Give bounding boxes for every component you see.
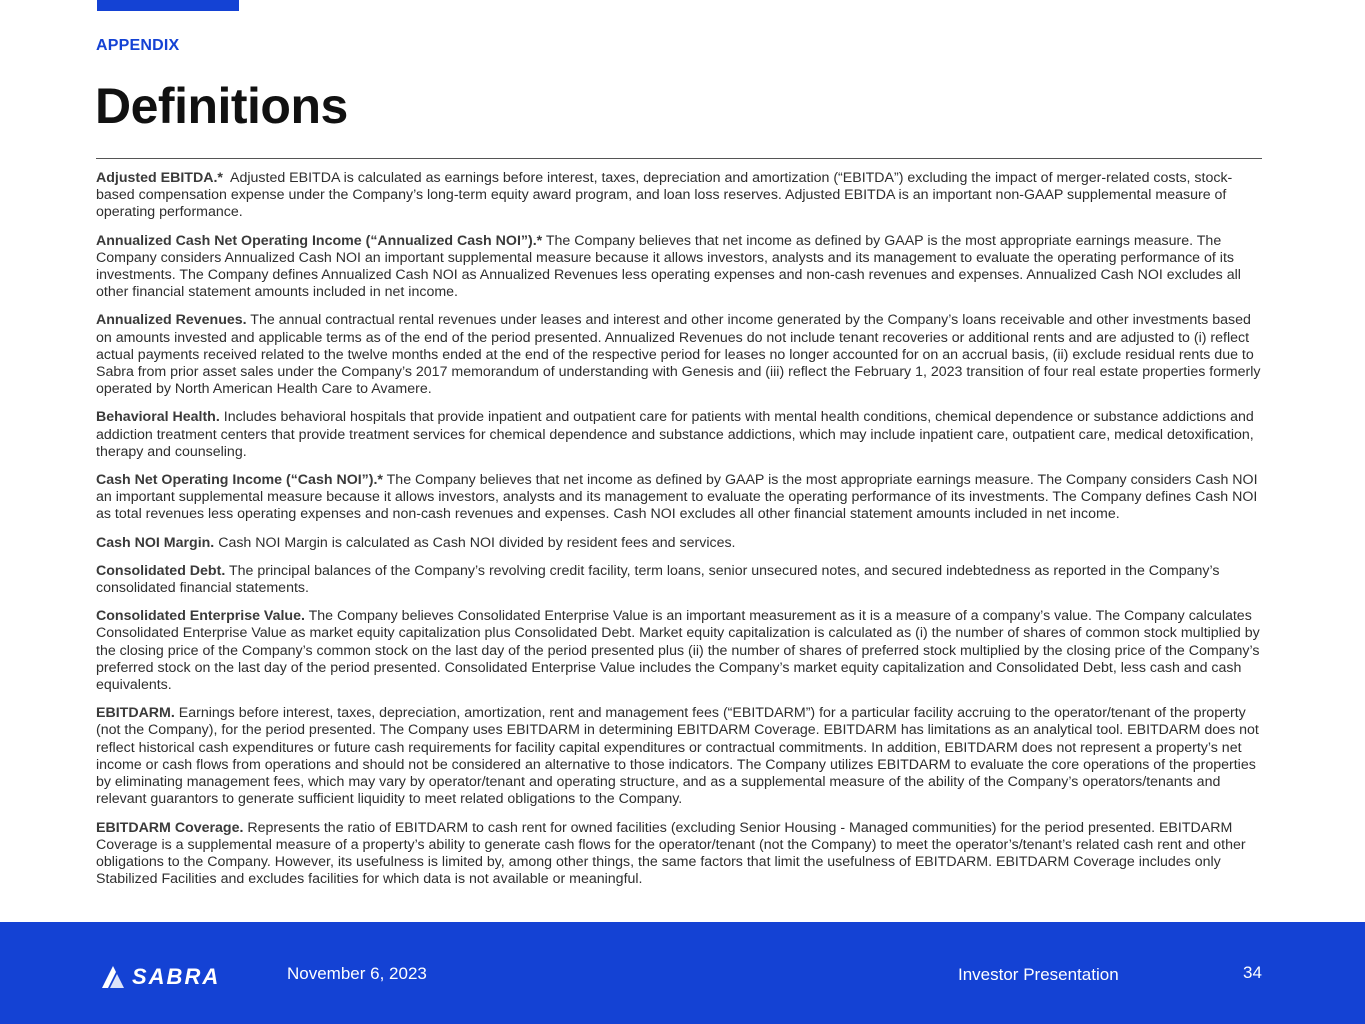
definition-adjusted-ebitda <box>96 170 1264 222</box>
definition-term: Cash Net Operating Income (“Cash NOI”).* <box>96 472 383 489</box>
definitions-list <box>96 170 1264 899</box>
footer-bar <box>0 922 1365 1024</box>
sabra-logo-text: SABRA <box>132 964 221 989</box>
sabra-logo <box>100 962 220 992</box>
page-number: 34 <box>1243 963 1262 982</box>
section-label: APPENDIX <box>96 37 180 54</box>
definition-term: Adjusted EBITDA.* <box>96 170 223 186</box>
definition-term: Consolidated Enterprise Value. <box>96 608 305 625</box>
definition-annualized-revenues <box>96 312 1264 398</box>
definition-text: Earnings before interest, taxes, depreciation, amortization, rent and management fees (“EBITDARM”) for a particular facility accruing to the operator/tenant of the property (not the Company), for the period presented. The Company uses EBITDARM in determining EBITDARM Coverage. EBITDARM has limitations as an analytical tool. EBITDARM does not reflect historical cash expenditures or future cash requirements for facility capital expenditures or contractual commitments. In addition, EBITDARM does not represent a property’s net income or cash flows from operations and should not be considered an alternative to those indicators. The Company utilizes EBITDARM to evaluate the core operations of the properties by eliminating management fees, which may vary by operator/tenant and operating structure, and as a supplemental measure of the ability of the Company’s operators/tenants and relevant guarantors to generate sufficient liquidity to meet related obligations to the Company. <box>96 705 1259 808</box>
definition-text: The Company believes that net income as defined by GAAP is the most appropriate earnings measure. The Company considers Annualized Cash NOI an important supplemental measure because it allows investors, analysts and its management to evaluate the operating performance of its investments. The Company defines Annualized Cash NOI as Annualized Revenues less operating expenses and non-cash revenues and expenses. Annualized Cash NOI excludes all other financial statement amounts included in net income. <box>96 232 1241 301</box>
definition-ebitdarm-coverage <box>96 820 1264 889</box>
definition-consolidated-debt <box>96 563 1264 597</box>
definition-term: Annualized Revenues. <box>96 312 247 329</box>
definition-term: Cash NOI Margin. <box>96 534 215 551</box>
title-divider <box>96 158 1262 159</box>
definition-text: The Company believes Consolidated Enterprise Value is an important measurement as it is a measure of a company’s value. The Company calculates Consolidated Enterprise Value as market equity capitalization plus Consolidated Debt. Market equity capitalization is calculated as (i) the number of shares of common stock multiplied by the closing price of the Company’s common stock on the last day of the period presented plus (ii) the number of shares of preferred stock multiplied by the closing price of the Company’s preferred stock on the last day of the period presented. Consolidated Enterprise Value includes the Company’s market equity capitalization and Consolidated Debt, less cash and cash equivalents. <box>96 608 1260 694</box>
definition-text: The principal balances of the Company’s revolving credit facility, term loans, senior unsecured notes, and secured indebtedness as reported in the Company’s consolidated financial statements. <box>96 562 1220 597</box>
definition-consolidated-enterprise-value <box>96 608 1264 694</box>
definition-text: Represents the ratio of EBITDARM to cash rent for owned facilities (excluding Senior Housing - Managed communities) for the period presented. EBITDARM Coverage is a supplemental measure of a property’s ability to generate cash flows for the operator/tenant (not the Company) to meet the operator’s/tenant’s related cash rent and other obligations to the Company. However, its usefulness is limited by, among other things, the same factors that limit the usefulness of EBITDARM. EBITDARM Coverage includes only Stabilized Facilities and excludes facilities for which data is not available or meaningful. <box>96 819 1246 888</box>
definition-term: Annualized Cash Net Operating Income (“Annualized Cash NOI”).* <box>96 232 543 249</box>
top-accent-bar <box>97 0 239 11</box>
definition-behavioral-health <box>96 409 1264 461</box>
definition-text: The Company believes that net income as defined by GAAP is the most appropriate earnings measure. The Company considers Cash NOI an important supplemental measure because it allows investors, analysts and its management to evaluate the operating performance of its investments. The Company defines Cash NOI as total revenues less operating expenses and non-cash revenues and expenses. Cash NOI excludes all other financial statement amounts included in net income. <box>96 472 1258 523</box>
sabra-logo-icon <box>100 964 126 990</box>
definition-cash-noi-margin <box>96 535 1264 552</box>
definition-cash-noi <box>96 472 1264 524</box>
definition-text: Cash NOI Margin is calculated as Cash NOI divided by resident fees and services. <box>218 534 736 551</box>
definition-term: EBITDARM. <box>96 705 175 722</box>
definition-term: Consolidated Debt. <box>96 562 226 579</box>
footer-document-name: Investor Presentation <box>958 965 1119 984</box>
definition-text: Includes behavioral hospitals that provide inpatient and outpatient care for patients with mental health conditions, chemical dependence or substance addictions and addiction treatment centers that provide treatment services for chemical dependence and substance addictions, which may include inpatient care, outpatient care, medical detoxification, therapy and counseling. <box>96 409 1254 460</box>
definition-term: EBITDARM Coverage. <box>96 819 244 836</box>
definition-term: Behavioral Health. <box>96 409 220 426</box>
definition-ebitdarm <box>96 705 1264 808</box>
definition-annualized-cash-noi <box>96 233 1264 302</box>
page-title: Definitions <box>95 78 348 134</box>
definition-text: The annual contractual rental revenues under leases and interest and other income generated by the Company’s loans receivable and other investments based on amounts invested and applicable terms as of the end of the period presented. Annualized Revenues do not include tenant recoveries or additional rents and are adjusted to (i) reflect actual payments received related to the twelve months ended at the end of the respective period for leases no longer accounted for on an accrual basis, (ii) exclude residual rents due to Sabra from prior asset sales under the Company’s 2017 memorandum of understanding with Genesis and (iii) reflect the February 1, 2023 transition of four real estate properties formerly operated by North American Health Care to Avamere. <box>96 312 1261 398</box>
footer-date: November 6, 2023 <box>287 964 427 983</box>
definition-text: Adjusted EBITDA is calculated as earnings before interest, taxes, depreciation and amortization (“EBITDA”) excluding the impact of merger-related costs, stock-based compensation expense under the Company’s long-term equity award program, and loan loss reserves. Adjusted EBITDA is an important non-GAAP supplemental measure of operating performance. <box>96 170 1233 221</box>
